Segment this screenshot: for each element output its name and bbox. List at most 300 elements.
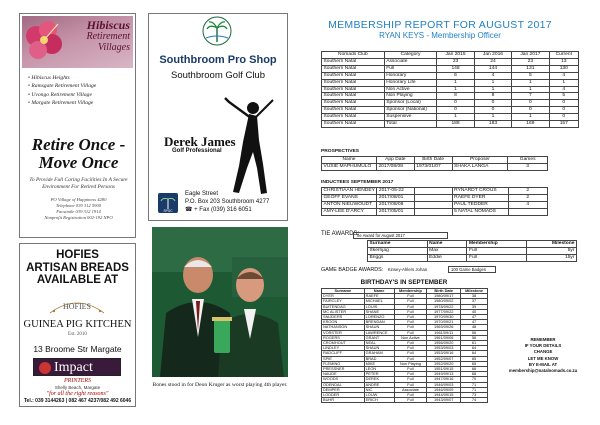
table-cell: 4 [549, 72, 578, 79]
table-cell: 1 [437, 86, 474, 93]
report-subtitle: RYAN KEYS - Membership Officer [379, 31, 501, 40]
table-cell: 70 [461, 377, 488, 382]
table-row [322, 100, 579, 107]
table-cell: Southern Natal [322, 72, 385, 79]
table-row [322, 194, 548, 201]
table-cell: 6 [437, 72, 474, 79]
table-cell: Full [394, 341, 427, 346]
table-cell: LODDER [322, 393, 365, 398]
table-cell: 1949/09/13 [427, 372, 461, 377]
table-cell: 24 [474, 58, 511, 65]
birthdays-table [321, 288, 488, 403]
table-cell: 1 [474, 114, 511, 121]
table-cell: Full [394, 351, 427, 356]
table-cell: 64 [461, 346, 488, 351]
table-cell: MIKE [364, 361, 394, 366]
table-cell: 1970/09/21 [427, 320, 461, 325]
table-cell: DEMPER [322, 387, 365, 392]
table-cell: 8 [474, 93, 511, 100]
table-cell: Southern Natal [322, 65, 385, 72]
table-cell: Full [467, 247, 527, 254]
slogan-line: Move Once [38, 153, 119, 172]
table-cell: Non Active [394, 335, 427, 340]
table-cell: 38 [461, 294, 488, 299]
table-cell: Southern Natal [322, 79, 385, 86]
game-badge-entry: Kinsey-Ahlers Johan [387, 267, 428, 272]
table-cell: Full [394, 346, 427, 351]
table-cell: 15yr [527, 254, 577, 261]
impact-name: Impact [54, 360, 93, 375]
table-row [322, 65, 579, 72]
table-cell: SPIE [322, 356, 365, 361]
table-cell: Associate [384, 58, 437, 65]
remember-notice [508, 337, 578, 374]
table-cell: 1 [512, 114, 549, 121]
table-cell: ANDRE [364, 382, 394, 387]
palm-tree-icon [201, 16, 233, 46]
table-cell: MICHAEL [364, 299, 394, 304]
table-cell: 0 [512, 107, 549, 114]
column-header: Current [549, 52, 578, 59]
column-header: Membership [467, 241, 527, 248]
hibiscus-contacts [24, 197, 133, 221]
address-line: ☎ + Fax (039) 316 6051 [185, 207, 252, 213]
table-cell: 0 [549, 107, 578, 114]
table-cell: CROMHOUT [322, 341, 365, 346]
address-line: P.O. Box 203 Southbroom 4277 [185, 199, 270, 205]
column-header: Name [364, 289, 394, 294]
table-cell: 48 [461, 325, 488, 330]
table-row [322, 208, 548, 215]
column-header: Membership [394, 289, 427, 294]
table-cell: 0 [549, 100, 578, 107]
table-cell: RADCLIFF [322, 351, 365, 356]
table-cell: 1961/09/06 [427, 335, 461, 340]
table-cell: DEREK [364, 377, 394, 382]
table-cell: 40 [461, 309, 488, 314]
hibiscus-brand-line: Villages [97, 42, 130, 53]
table-cell: Full [394, 377, 427, 382]
table-cell: 5 [512, 72, 549, 79]
table-cell: PAUL TEDDER [452, 201, 508, 208]
impact-location: Shelly Beach, Margate [54, 385, 101, 390]
table-cell: 5 [549, 93, 578, 100]
hibiscus-brand-line: Retirement [86, 31, 130, 42]
table-cell: Sponsor (National) [384, 107, 437, 114]
table-cell: 68 [461, 372, 488, 377]
table-cell: Full [394, 304, 427, 309]
table-cell: KROON [322, 320, 365, 325]
table-cell: LOUW [364, 393, 394, 398]
table-cell: Full [394, 315, 427, 320]
column-header: Name [322, 157, 377, 164]
hibiscus-mission: To Provide Full Caring Facilities In A Secure Environment For Retired Persons [29, 177, 128, 190]
column-header: Milestone [461, 289, 488, 294]
table-cell: Southern Natal [322, 114, 385, 121]
table-cell: Southern Natal [322, 121, 385, 128]
membership-email[interactable]: membership@natalnomads.co.za [508, 368, 578, 374]
table-cell: 0 [437, 100, 474, 107]
table-cell: 0 [437, 107, 474, 114]
contact-line: PO Village of Happiness 4280 [50, 197, 107, 202]
table-cell: 37 [461, 299, 488, 304]
hofies-logo [46, 291, 108, 317]
table-cell: 1 [549, 79, 578, 86]
tie-awards-note: Tie Award for August 2017 [353, 232, 448, 239]
table-cell: 74 [461, 398, 488, 403]
table-cell: RAEFE DYER [452, 194, 508, 201]
table-cell: BRAD [364, 356, 394, 361]
table-cell: 47 [461, 315, 488, 320]
table-cell: 188 [437, 121, 474, 128]
table-cell [415, 208, 452, 215]
table-cell: 3 [508, 163, 548, 170]
table-cell: SHAUN [364, 346, 394, 351]
tie-awards-heading: TIE AWARDS: [321, 231, 360, 237]
photo-caption: Bones stood in for Deon Kruger as worst playing 4th player. [152, 382, 288, 388]
table-cell: LAWRENCE [364, 330, 394, 335]
table-cell: ERICH [364, 398, 394, 403]
table-cell: Honorary [384, 72, 437, 79]
table-cell: Full [394, 382, 427, 387]
hofies-title-line: AVAILABLE AT [36, 274, 119, 286]
table-cell: 5 NATAL NOMADS [452, 208, 508, 215]
table-cell: 2 [508, 194, 548, 201]
table-cell: Full [394, 398, 427, 403]
table-cell: 47 [461, 320, 488, 325]
column-header: Surname [322, 289, 365, 294]
column-header: Birth Date [427, 289, 461, 294]
table-cell: 2017/08/08 [377, 201, 415, 208]
table-cell: 2017/05/01 [377, 208, 415, 215]
table-row [322, 58, 579, 65]
table-cell: DYER [322, 294, 365, 299]
hibiscus-brand-line: Hibiscus [86, 18, 130, 32]
column-header: Surname [368, 241, 428, 248]
table-cell: Full [384, 65, 437, 72]
table-cell: Full [467, 254, 527, 261]
table-cell: 56 [461, 330, 488, 335]
table-cell: 1946/09/09 [427, 387, 461, 392]
hibiscus-village-list [28, 74, 132, 108]
table-header-row [368, 241, 577, 248]
table-cell: 8 [437, 93, 474, 100]
established-label: Est. 2010 [68, 332, 87, 337]
table-cell: 23 [512, 58, 549, 65]
table-cell: 1951/09/15 [427, 367, 461, 372]
table-row [322, 201, 548, 208]
impact-logo [33, 358, 121, 376]
table-row [322, 72, 579, 79]
table-cell: Non Active [384, 86, 437, 93]
remember-line: IF YOUR DETAILS [524, 343, 562, 349]
game-badge-box: 100 Game Badges [448, 266, 496, 273]
table-cell: 1943/09/07 [427, 398, 461, 403]
table-cell: RAEFE [364, 294, 394, 299]
impact-icon [39, 362, 51, 374]
table-cell: 157 [549, 121, 578, 128]
table-cell: Sponsor (Local) [384, 100, 437, 107]
golf-club-name: Southbroom Golf Club [171, 70, 265, 81]
impact-telephone: Tel.: 039 3144263 | 082 467 4237/082 492 6046 [23, 398, 132, 404]
table-cell: 65 [461, 361, 488, 366]
table-cell: VUSIE MAPHUMULO [322, 163, 377, 170]
remember-line: BY E-MAIL AT [528, 361, 558, 367]
table-cell: 1952/09/20 [427, 361, 461, 366]
table-cell: BUHR [322, 398, 365, 403]
table-cell: 1947/09/16 [427, 377, 461, 382]
table-cell: Full [394, 393, 427, 398]
table-cell: Full [394, 320, 427, 325]
remember-line: LET ME KNOW [527, 355, 559, 361]
column-header: Jan 2016 [474, 52, 511, 59]
table-cell: PRESSNER [322, 367, 365, 372]
table-cell: 0 [474, 100, 511, 107]
table-cell: 39 [461, 304, 488, 309]
table-cell: Eddie [427, 254, 467, 261]
column-header: Name [427, 241, 467, 248]
game-badge-awards [321, 267, 427, 273]
pro-role: Golf Professional [172, 148, 222, 154]
table-cell: LINDLEY [322, 346, 365, 351]
proshop-ad [148, 13, 288, 221]
table-cell: SHANE [364, 309, 394, 314]
table-cell: Skerrijag [368, 247, 428, 254]
table-cell: GRAHAM [364, 351, 394, 356]
prospectives-heading: PROSPECTIVES [321, 149, 360, 154]
table-cell: Full [394, 372, 427, 377]
hibiscus-ad [19, 13, 136, 238]
table-cell: 1 [512, 79, 549, 86]
table-cell: Associate [394, 387, 427, 392]
table-cell: Honorary Life [384, 79, 437, 86]
village-item: • Margate Retirement Village [28, 99, 132, 107]
hibiscus-logo-banner [22, 16, 133, 68]
table-cell: Full [394, 330, 427, 335]
table-cell: 1977/09/22 [427, 309, 461, 314]
table-cell: 130 [549, 65, 578, 72]
table-cell: PETER [364, 372, 394, 377]
table-row [322, 114, 579, 121]
game-badge-heading: GAME BADGE AWARDS: [321, 267, 384, 273]
table-cell: 73 [461, 393, 488, 398]
table-cell: 5yr [527, 247, 577, 254]
table-cell [415, 188, 452, 195]
pro-name: Derek James [164, 134, 236, 149]
table-cell: CHRISTIAAN HENDEY [323, 188, 375, 193]
table-cell: Full [394, 325, 427, 330]
table-cell: Briggs [368, 254, 428, 261]
remember-line: REMEMBER [530, 337, 556, 342]
table-cell: 148 [437, 65, 474, 72]
table-row [368, 247, 577, 254]
table-row [322, 79, 579, 86]
table-cell: 1970/09/30 [427, 315, 461, 320]
two-golfers-photo-icon [152, 227, 288, 377]
table-row [322, 121, 579, 128]
table-cell: GEOFF EVANS [322, 194, 377, 201]
hibiscus-slogan [20, 136, 137, 172]
column-header: Nomads Club [322, 52, 385, 59]
table-cell: 1961/09/11 [427, 330, 461, 335]
table-cell: 65 [461, 356, 488, 361]
table-cell: Southern Natal [322, 107, 385, 114]
table-cell: 1 [437, 79, 474, 86]
table-cell: Full [394, 294, 427, 299]
hofies-ad [19, 243, 136, 407]
address-line: Eagle Street [185, 191, 219, 197]
table-cell: 1946/09/03 [427, 382, 461, 387]
table-cell: 1952/09/07 [427, 356, 461, 361]
table-cell: 2017-05-22 [377, 188, 415, 195]
table-cell: 144 [474, 65, 511, 72]
table-cell: 1953/09/03 [427, 346, 461, 351]
column-header: Category [384, 52, 437, 59]
table-cell: 1969/09/26 [427, 325, 461, 330]
village-item: • Uvongo Retirement Village [28, 91, 132, 99]
table-cell: FAIRCLEY [322, 299, 365, 304]
hibiscus-brand [86, 20, 130, 53]
table-cell: SHAUN [364, 325, 394, 330]
table-cell: 23 [437, 58, 474, 65]
table-cell: 71 [461, 387, 488, 392]
table-row [322, 86, 579, 93]
table-cell [415, 194, 452, 201]
table-cell: Southern Natal [322, 86, 385, 93]
nomads-membership-table [321, 51, 579, 128]
tie-awards-table [367, 240, 577, 262]
slogan-line: Retire Once - [31, 135, 126, 154]
table-header-row [322, 52, 579, 59]
table-cell: VORSTER [322, 330, 365, 335]
wheat-icon [46, 291, 108, 317]
table-cell: SNIJDERS [322, 315, 365, 320]
hofies-title [20, 249, 135, 287]
table-cell: 4 [474, 72, 511, 79]
table-cell: WOODS [322, 377, 365, 382]
impact-printers: PRINTERS [64, 378, 91, 384]
table-cell: 1978/09/22 [427, 304, 461, 309]
table-cell: 131 [512, 65, 549, 72]
table-cell: ODENDAL [322, 382, 365, 387]
table-cell: 0 [512, 100, 549, 107]
column-header: Games [508, 157, 548, 164]
table-cell: 1973/01/07 [414, 163, 452, 170]
table-cell: BRENDAN [364, 320, 394, 325]
table-cell: Southern Natal [322, 100, 385, 107]
table-cell: Southern Natal [322, 58, 385, 65]
report-title: MEMBERSHIP REPORT FOR AUGUST 2017 [328, 19, 552, 31]
table-cell: FLEMING [322, 361, 365, 366]
table-cell: 0 [474, 107, 511, 114]
table-cell: Full [394, 367, 427, 372]
table-cell: Non Playing [394, 361, 427, 366]
table-cell: 66 [461, 367, 488, 372]
village-item: • Ramsgate Retirement Village [28, 82, 132, 90]
proshop-address [185, 190, 269, 214]
table-cell: GRANT [364, 335, 394, 340]
table-cell: ROGERS [322, 335, 365, 340]
table-cell: 1 [474, 79, 511, 86]
table-row [322, 107, 579, 114]
table-cell: 2 [508, 188, 548, 195]
table-cell [415, 201, 452, 208]
table-cell: RYNARDT CROUS [452, 188, 508, 195]
table-cell: AMY-LEE D'ARCY [322, 208, 377, 215]
table-cell: LEON [364, 367, 394, 372]
hofies-logo-text: HOFIES [62, 302, 92, 311]
column-header: Proposer [452, 157, 508, 164]
guinea-pig-kitchen: GUINEA PIG KITCHEN [23, 319, 132, 330]
proshop-title: Southbroom Pro Shop [159, 54, 277, 66]
table-cell: 0 [549, 114, 578, 121]
table-cell: BUITENDAG [322, 304, 365, 309]
table-cell: Full [394, 299, 427, 304]
table-cell: 1 [474, 86, 511, 93]
table-cell: LORENZO [364, 315, 394, 320]
table-cell: 1956/09/20 [427, 341, 461, 346]
table-row [322, 398, 488, 403]
table-cell: 64 [461, 351, 488, 356]
table-cell: NIC [364, 387, 394, 392]
crest-text: SPGC [163, 209, 173, 213]
table-cell: Total [384, 121, 437, 128]
table-cell: 2017/08/08 [376, 163, 414, 170]
inductees-table [321, 187, 548, 216]
table-cell [508, 208, 548, 215]
table-row [322, 163, 548, 170]
table-cell: 7 [512, 93, 549, 100]
impact-slogan: "for all the right reasons" [46, 391, 109, 397]
table-cell: 1953/09/16 [427, 351, 461, 356]
table-row [368, 254, 577, 261]
table-cell: SHAKA LANGA [452, 163, 508, 170]
table-cell: 1980/09/17 [427, 294, 461, 299]
table-cell: Max [427, 247, 467, 254]
table-cell: 183 [474, 121, 511, 128]
table-cell: Non Playing [384, 93, 437, 100]
column-header: Jan 2015 [437, 52, 474, 59]
table-cell: 1980/09/02 [427, 299, 461, 304]
table-cell: 61 [461, 341, 488, 346]
hofies-title-line: ARTISAN BREADS [26, 261, 129, 274]
table-cell: 1 [512, 86, 549, 93]
table-cell: 56 [461, 335, 488, 340]
table-cell: 1 [437, 114, 474, 121]
table-cell: 1944/09/15 [427, 393, 461, 398]
table-cell: ANTON NIEUWOUDT [322, 201, 377, 208]
table-cell: Suspensive [384, 114, 437, 121]
contact-line: Telephone 039 312 5900 [55, 203, 102, 208]
golf-club-crest-icon [157, 192, 179, 214]
table-cell: LOUIS [364, 304, 394, 309]
table-cell: Full [394, 356, 427, 361]
contact-line: Nonprofit Registration 002-192 NPO [44, 215, 113, 220]
contact-line: Facsimile 039 312 1914 [56, 209, 101, 214]
prize-giving-photo [152, 227, 288, 377]
prospectives-table [321, 156, 548, 171]
hibiscus-flower-icon [22, 16, 72, 68]
table-cell: 4 [549, 86, 578, 93]
table-cell: 169 [512, 121, 549, 128]
remember-line: CHANGE [533, 349, 553, 355]
table-cell: 71 [461, 382, 488, 387]
table-cell: Southern Natal [322, 93, 385, 100]
table-cell: 4 [508, 201, 548, 208]
table-row [322, 188, 548, 195]
table-row [322, 93, 579, 100]
column-header: Birth Date [414, 157, 452, 164]
